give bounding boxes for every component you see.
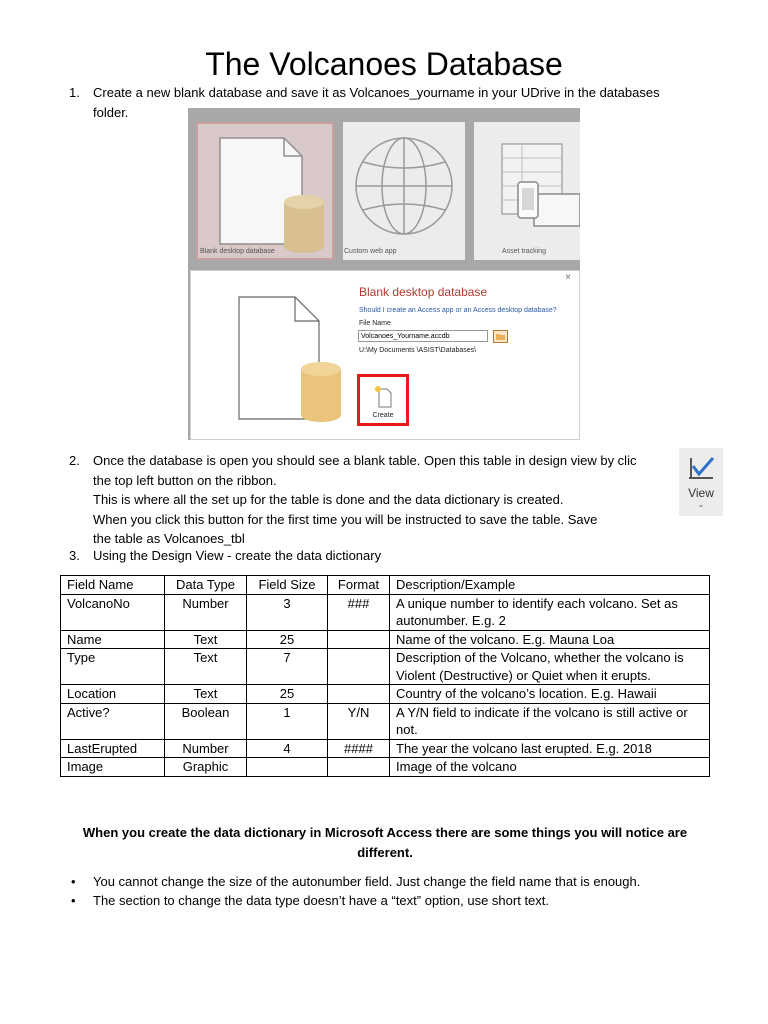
table-cell: ### bbox=[328, 594, 390, 630]
table-row bbox=[61, 649, 710, 685]
column-header: Format bbox=[328, 576, 390, 595]
table-row bbox=[61, 758, 710, 777]
table-cell: Country of the volcano’s location. E.g. Hawaii bbox=[390, 685, 710, 704]
help-link[interactable]: Should I create an Access app or an Access desktop database? bbox=[359, 307, 557, 314]
note-text: When you create the data dictionary in Microsoft Access there are some things you will notice are different. bbox=[82, 825, 688, 860]
step-line: Using the Design View - create the data dictionary bbox=[93, 548, 382, 563]
dialog-title: Blank desktop database bbox=[359, 285, 488, 299]
table-cell: 3 bbox=[247, 594, 328, 630]
table-cell bbox=[247, 758, 328, 777]
file-path: U:\My Documents \ASIST\Databases\ bbox=[359, 347, 477, 354]
design-view-icon bbox=[685, 452, 717, 484]
folder-icon[interactable] bbox=[493, 330, 508, 343]
step-line: Create a new blank database and save it as Volcanoes_yourname in your UDrive in the databases bbox=[93, 85, 660, 100]
step-line: This is where all the set up for the table is done and the data dictionary is created. bbox=[93, 492, 564, 507]
view-label: View bbox=[688, 486, 714, 500]
table-header-row bbox=[61, 576, 710, 595]
table-cell: Image of the volcano bbox=[390, 758, 710, 777]
step-line: Once the database is open you should see a blank table. Open this table in design view by clic bbox=[93, 453, 637, 468]
column-header: Description/Example bbox=[390, 576, 710, 595]
table-cell: Y/N bbox=[328, 703, 390, 739]
bullet-item bbox=[0, 891, 768, 911]
bullet-text: You cannot change the size of the autonumber field. Just change the field name that is enough. bbox=[93, 874, 641, 889]
table-row bbox=[61, 739, 710, 758]
table-cell bbox=[328, 685, 390, 704]
step-line: the top left button on the ribbon. bbox=[93, 472, 277, 488]
chevron-down-icon: ⌄ bbox=[697, 500, 705, 509]
table-cell: Type bbox=[61, 649, 165, 685]
file-name-label: File Name bbox=[359, 320, 391, 327]
bullet-dot: • bbox=[71, 893, 76, 908]
table-row bbox=[61, 685, 710, 704]
step-3 bbox=[0, 546, 768, 566]
template-label: Custom web app bbox=[344, 248, 397, 255]
table-cell: The year the volcano last erupted. E.g. 2018 bbox=[390, 739, 710, 758]
template-tile-web-app bbox=[343, 122, 465, 260]
create-button[interactable] bbox=[357, 374, 409, 426]
table-cell: A unique number to identify each volcano. Set as autonumber. E.g. 2 bbox=[390, 594, 710, 630]
bullet-dot: • bbox=[71, 874, 76, 889]
table-cell: A Y/N field to indicate if the volcano is still active or not. bbox=[390, 703, 710, 739]
template-label: Asset tracking bbox=[502, 248, 546, 255]
asset-tracking-icon bbox=[474, 122, 580, 256]
table-cell: Text bbox=[165, 649, 247, 685]
data-dictionary-table bbox=[60, 575, 710, 777]
table-cell: Description of the Volcano, whether the volcano is Violent (Destructive) or Quiet when it erupts. bbox=[390, 649, 710, 685]
blank-database-dialog bbox=[190, 270, 580, 440]
step-line: folder. bbox=[93, 104, 129, 120]
globe-icon bbox=[343, 122, 465, 256]
table-cell: 7 bbox=[247, 649, 328, 685]
table-cell: LastErupted bbox=[61, 739, 165, 758]
step-number: 3. bbox=[69, 548, 80, 563]
table-row bbox=[61, 703, 710, 739]
table-cell: Name of the volcano. E.g. Mauna Loa bbox=[390, 630, 710, 649]
step-number: 2. bbox=[69, 453, 80, 468]
table-cell: Active? bbox=[61, 703, 165, 739]
table-cell: Image bbox=[61, 758, 165, 777]
new-file-icon bbox=[374, 385, 394, 409]
table-cell: Text bbox=[165, 685, 247, 704]
table-cell: Text bbox=[165, 630, 247, 649]
step-2 bbox=[0, 451, 680, 551]
step-number: 1. bbox=[69, 85, 80, 100]
close-icon[interactable]: × bbox=[565, 272, 571, 283]
bullet-item bbox=[0, 872, 768, 892]
table-cell: 1 bbox=[247, 703, 328, 739]
column-header: Data Type bbox=[165, 576, 247, 595]
table-cell: Number bbox=[165, 739, 247, 758]
step-line: When you click this button for the first time you will be instructed to save the table. Save bbox=[93, 511, 598, 527]
template-tile-blank bbox=[196, 122, 334, 260]
table-cell: 4 bbox=[247, 739, 328, 758]
view-button[interactable] bbox=[679, 448, 723, 516]
table-cell: 25 bbox=[247, 685, 328, 704]
file-name-input[interactable]: Volcanoes_Yourname.accdb bbox=[358, 330, 488, 342]
table-cell bbox=[328, 630, 390, 649]
column-header: Field Name bbox=[61, 576, 165, 595]
access-new-database-screenshot bbox=[188, 108, 580, 440]
table-cell: Boolean bbox=[165, 703, 247, 739]
document-database-icon bbox=[198, 124, 332, 258]
column-header: Field Size bbox=[247, 576, 328, 595]
table-cell: Graphic bbox=[165, 758, 247, 777]
table-cell: #### bbox=[328, 739, 390, 758]
bullet-text: The section to change the data type doesn’t have a “text” option, use short text. bbox=[93, 893, 550, 908]
table-row bbox=[61, 630, 710, 649]
table-row bbox=[61, 594, 710, 630]
document-database-icon bbox=[213, 289, 343, 427]
table-cell: Name bbox=[61, 630, 165, 649]
table-cell: VolcanoNo bbox=[61, 594, 165, 630]
step-line: the table as Volcanoes_tbl bbox=[93, 531, 245, 546]
page-title: The Volcanoes Database bbox=[205, 46, 563, 82]
table-cell: Number bbox=[165, 594, 247, 630]
table-cell: Location bbox=[61, 685, 165, 704]
create-label: Create bbox=[372, 412, 394, 419]
table-cell: 25 bbox=[247, 630, 328, 649]
template-label: Blank desktop database bbox=[200, 248, 275, 255]
table-cell bbox=[328, 649, 390, 685]
template-tile-asset-tracking bbox=[474, 122, 580, 260]
table-cell bbox=[328, 758, 390, 777]
